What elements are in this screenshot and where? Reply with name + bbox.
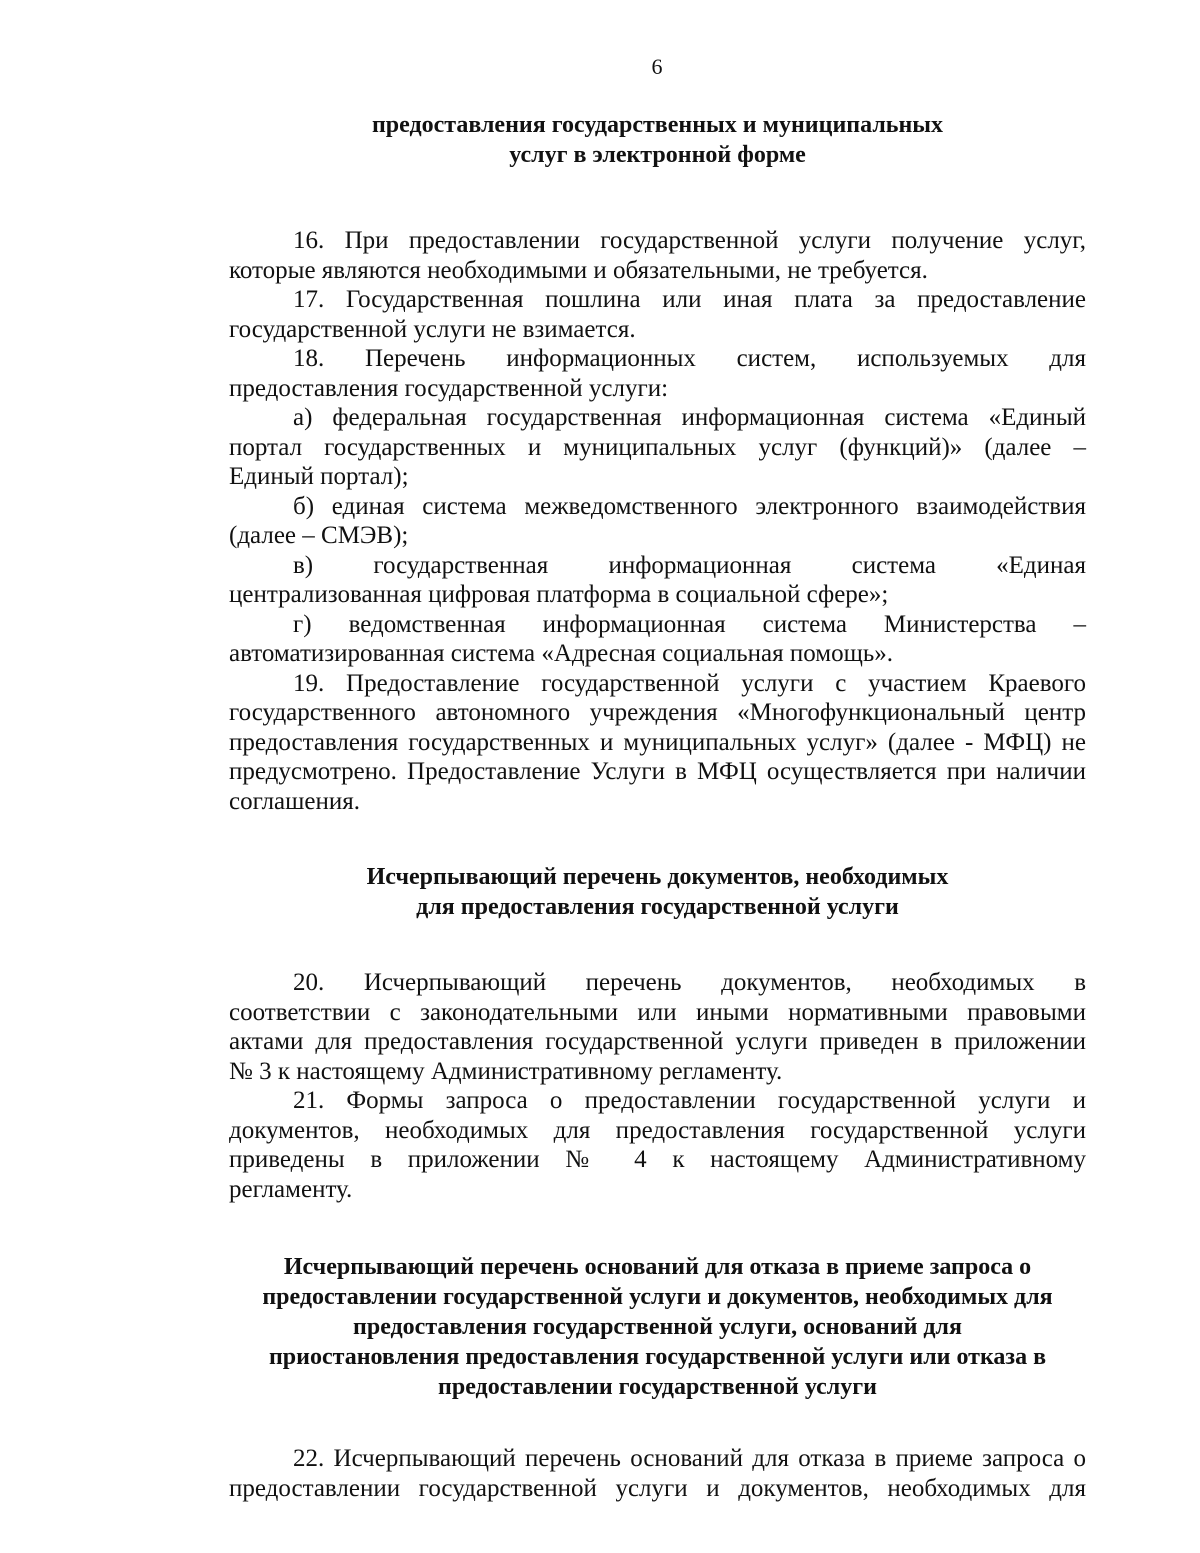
document-body bbox=[229, 110, 1086, 1503]
paragraph-21: 21. Формы запроса о предоставлении государственной услуги и документов, необходимых для предоставления государственной услуги приведены в приложении № 4 к настоящему Административному регламенту. bbox=[229, 1087, 1086, 1203]
paragraph-20: 20. Исчерпывающий перечень документов, необходимых в соответствии с законодательными или иными нормативными правовыми актами для предоставления государственной услуги приведен в приложении № 3 к настоящему Административному регламенту. bbox=[229, 969, 1086, 1085]
heading-line: предоставлении государственной услуги bbox=[438, 1374, 877, 1400]
section-heading-refusal-grounds bbox=[199, 1252, 1116, 1402]
paragraph-18-g: г) ведомственная информационная система Министерства – автоматизированная система «Адресная социальная помощь». bbox=[229, 610, 1086, 667]
heading-line: Исчерпывающий перечень оснований для отказа в приеме запроса о bbox=[283, 1254, 1032, 1280]
section-heading-documents bbox=[229, 862, 1086, 922]
paragraph-18-b: б) единая система межведомственного электронного взаимодействия (далее – СМЭВ); bbox=[229, 492, 1086, 549]
heading-line: предоставления государственной услуги, оснований для bbox=[353, 1314, 962, 1340]
heading-line: предоставления государственных и муниципальных bbox=[371, 112, 944, 138]
section-heading-electronic-services bbox=[229, 110, 1086, 170]
paragraph-18: 18. Перечень информационных систем, используемых для предоставления государственной услуги: bbox=[229, 345, 1086, 402]
paragraph-16: 16. При предоставлении государственной услуги получение услуг, которые являются необходимыми и обязательными, не требуется. bbox=[229, 227, 1086, 284]
paragraph-22: 22. Исчерпывающий перечень оснований для отказа в приеме запроса о предоставлении государственной услуги и документов, необходимых для bbox=[229, 1445, 1086, 1502]
heading-line: для предоставления государственной услуги bbox=[416, 894, 899, 920]
heading-line: приостановления предоставления государственной услуги или отказа в bbox=[268, 1344, 1047, 1370]
heading-line: услуг в электронной форме bbox=[509, 142, 806, 168]
paragraph-18-a: а) федеральная государственная информационная система «Единый портал государственных и муниципальных услуг (функций)» (далее – Единый портал); bbox=[229, 404, 1086, 490]
page-number: 6 bbox=[651, 54, 663, 79]
paragraph-19: 19. Предоставление государственной услуги с участием Краевого государственного автономного учреждения «Многофункциональный центр предоставления государственных и муниципальных услуг» (далее - МФЦ) не предусмотрено. Предоставление Услуги в МФЦ осуществляется при наличии соглашения. bbox=[229, 669, 1086, 815]
heading-line: предоставлении государственной услуги и документов, необходимых для bbox=[262, 1284, 1053, 1310]
paragraph-18-v: в) государственная информационная система «Единая централизованная цифровая платформа в социальной сфере»; bbox=[229, 551, 1086, 608]
heading-line: Исчерпывающий перечень документов, необходимых bbox=[366, 864, 949, 890]
paragraph-17: 17. Государственная пошлина или иная плата за предоставление государственной услуги не взимается. bbox=[229, 286, 1086, 343]
